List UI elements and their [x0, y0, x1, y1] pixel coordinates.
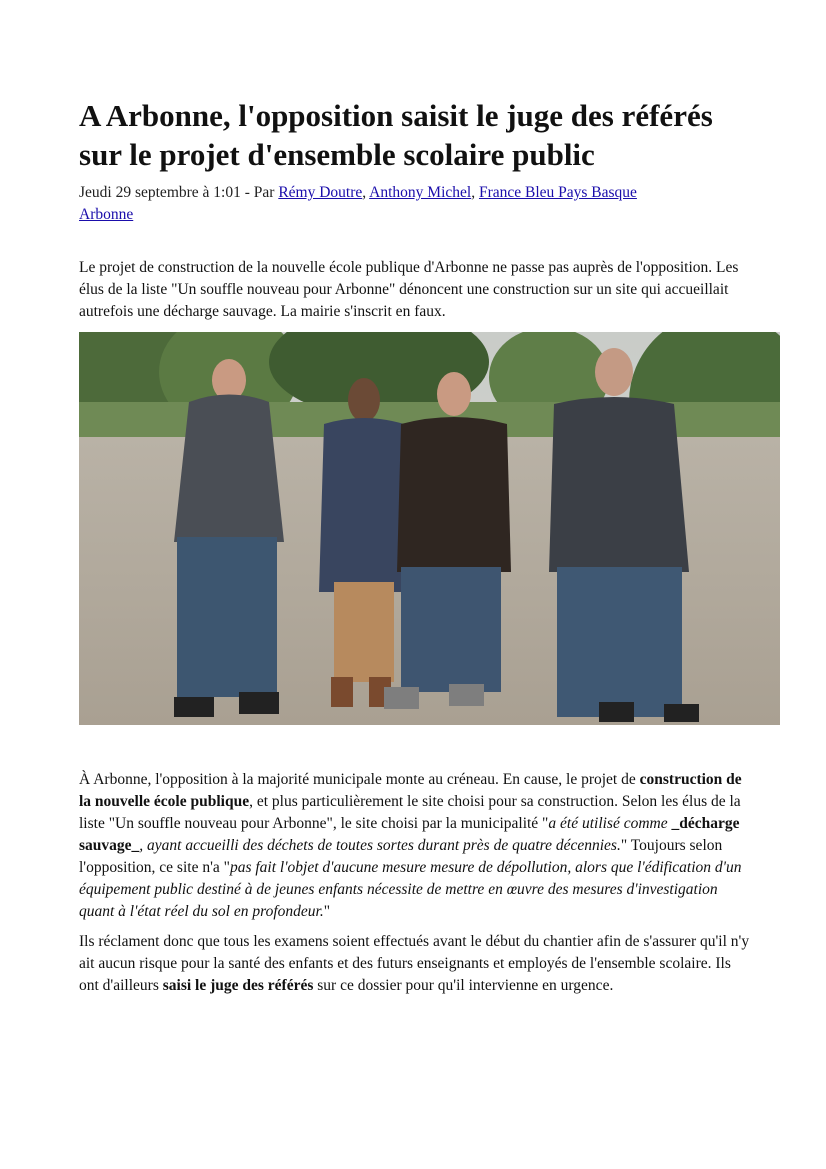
article-header [79, 96, 751, 323]
author-link-france-bleu[interactable]: France Bleu Pays Basque [478, 184, 637, 201]
article-photo [79, 332, 780, 725]
text-run: , et plus particulièrement le site choisi pour sa construction. Selon les élus de la liste "Un souffle nouveau pour Arbonne", le site choisi par la municipalité " [79, 793, 741, 832]
text-run: Ils réclament donc que tous les examens soient effectués avant le début du chantier afin de s'assurer qu'il n'y ait aucun risque pour la santé des enfants et des futurs enseignants et employés de l'ensemble scolaire. Ils ont d'ailleurs [79, 933, 750, 994]
article-intro: Le projet de construction de la nouvelle école publique d'Arbonne ne passe pas auprès de l'opposition. Les élus de la liste "Un souffle nouveau pour Arbonne" dénoncent une construction sur un site qui accueillait autrefois une décharge sauvage. La mairie s'inscrit en faux. [79, 259, 739, 320]
article-title: A Arbonne, l'opposition saisit le juge des référés sur le projet d'ensemble scolaire public [79, 98, 713, 172]
italic-run: pas fait l'objet d'aucune mesure mesure de dépollution, alors que l'édification d'un équipement public destiné à de jeunes enfants nécessite de mettre en œuvre des mesures d'investigation quant à l'état réel du sol en profondeur. [79, 859, 742, 920]
body-paragraph-1 [79, 769, 751, 923]
article-body [79, 769, 751, 1005]
text-run: " Toujours selon l'opposition, ce site n'a " [79, 837, 723, 876]
italic-run: , ayant accueilli des déchets de toutes sortes durant près de quatre décennies. [139, 837, 621, 854]
body-paragraph-2 [79, 931, 751, 997]
bold-run: construction de la nouvelle école publique [79, 771, 742, 810]
byline [79, 182, 751, 226]
byline-date: Jeudi 29 septembre à 1:01 - Par [79, 184, 279, 201]
text-run: " [323, 903, 331, 920]
bold-run: saisi le juge des référés [162, 977, 314, 994]
author-separator: , [362, 184, 370, 201]
text-run: sur ce dossier pour qu'il intervienne en urgence. [313, 977, 614, 994]
author-link-remy-doutre[interactable]: Rémy Doutre [278, 184, 363, 201]
author-link-anthony-michel[interactable]: Anthony Michel [369, 184, 472, 201]
bold-run: _décharge sauvage_ [79, 815, 740, 854]
location-link-arbonne[interactable]: Arbonne [79, 206, 134, 223]
author-separator: , [471, 184, 479, 201]
text-run: À Arbonne, l'opposition à la majorité municipale monte au créneau. En cause, le projet de [79, 771, 640, 788]
italic-run: a été utilisé comme [548, 815, 672, 832]
